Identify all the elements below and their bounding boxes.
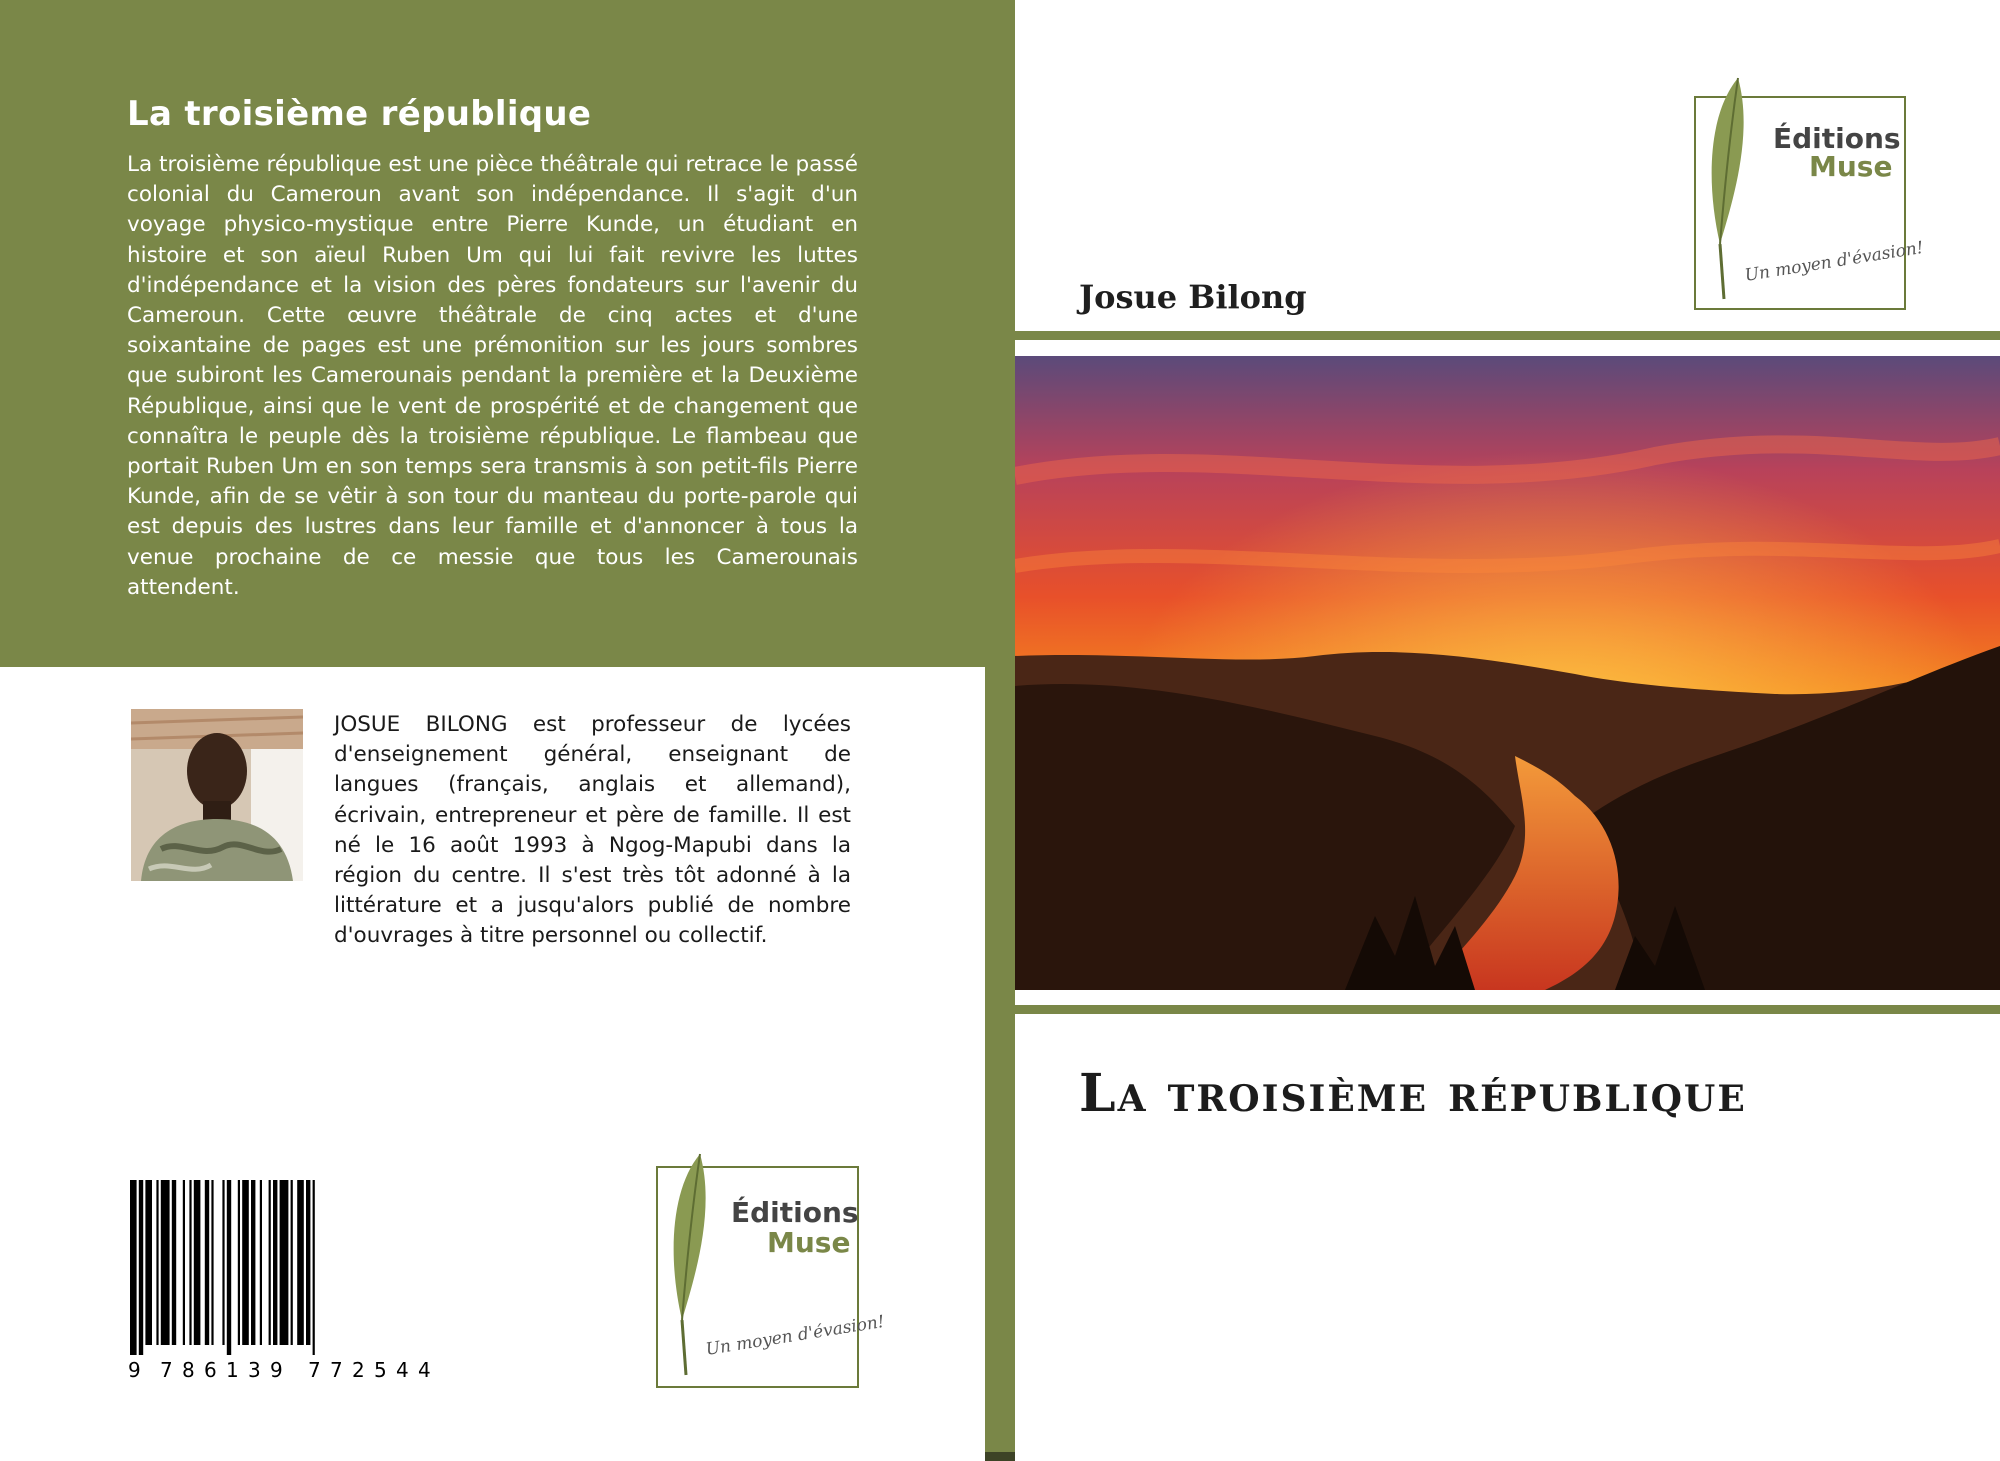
isbn-digit: 9 xyxy=(270,1358,283,1382)
barcode-bar xyxy=(156,1180,158,1345)
barcode-bar xyxy=(260,1180,262,1345)
isbn-digit: 6 xyxy=(204,1358,217,1382)
spine-edge xyxy=(985,1452,1015,1461)
barcode-bar xyxy=(189,1180,191,1345)
barcode-bar xyxy=(242,1180,249,1345)
publisher-tagline: Un moyen d'évasion! xyxy=(704,1311,886,1360)
barcode-bar xyxy=(161,1180,170,1345)
barcode-bar xyxy=(280,1180,289,1345)
publisher-name-line1: Éditions xyxy=(731,1196,859,1229)
divider-rule-bottom xyxy=(1015,1005,2000,1014)
isbn-digit: 5 xyxy=(374,1358,387,1382)
barcode-bar xyxy=(227,1180,231,1355)
isbn-digit: 1 xyxy=(226,1358,239,1382)
barcode-bar xyxy=(145,1180,152,1345)
isbn-digit: 4 xyxy=(396,1358,409,1382)
publisher-logo-back xyxy=(656,1166,886,1388)
author-biography: JOSUE BILONG est professeur de lycées d'enseignement général, enseignant de langues (français, anglais et allemand), écrivain, entrepreneur et père de famille. Il est né le 16 août 1993 à Ngog-Mapubi dans la région du centre. Il s'est très tôt adonné à la littérature et a jusqu'alors publié de nombre d'ouvrages à titre personnel ou collectif. xyxy=(334,712,851,949)
barcode-bar xyxy=(313,1180,315,1355)
barcode-bar xyxy=(238,1180,240,1345)
barcode-bar xyxy=(306,1180,310,1345)
isbn-digit: 2 xyxy=(352,1358,365,1382)
barcode-bar xyxy=(130,1180,137,1355)
book-spine xyxy=(985,667,1015,1461)
publisher-tagline: Un moyen d'évasion! xyxy=(1743,237,1925,286)
isbn-digit: 9 xyxy=(128,1358,141,1382)
barcode-bar xyxy=(222,1180,224,1345)
cover-photo-sunset-river xyxy=(1015,356,2000,990)
barcode-bar xyxy=(273,1180,277,1345)
back-cover-blurb: La troisième république est une pièce théâtrale qui retrace le passé colonial du Cameroun avant son indépendance. Il s'agit d'un voyage physico-mystique entre Pierre Kunde, un étudiant en histoire et son aïeul Ruben Um qui lui fait revivre les luttes d'indépendance et la vision des pères fondateurs sur l'avenir du Cameroun. Cette œuvre théâtrale de cinq actes et d'une soixantaine de pages est une prémonition sur les jours sombres que subiront les Camerounais pendant la première et la Deuxième République, ainsi que le vent de prospérité et de changement que connaîtra le peuple dès la troisième république. Le flambeau que portait Ruben Um en son temps sera transmis à son petit-fils Pierre Kunde, afin de se vêtir à son tour du manteau du porte-parole qui est depuis des lustres dans leur famille et d'annoncer à tous la venue prochaine de ce messie que tous les Camerounais attendent. xyxy=(127,152,858,600)
barcode-bar xyxy=(139,1180,143,1355)
isbn-digit: 7 xyxy=(308,1358,321,1382)
barcode-bar xyxy=(291,1180,293,1345)
isbn-digit: 3 xyxy=(248,1358,261,1382)
barcode-bar xyxy=(251,1180,255,1345)
divider-rule-top xyxy=(1015,331,2000,340)
isbn-digit: 7 xyxy=(330,1358,343,1382)
isbn-digit: 4 xyxy=(418,1358,431,1382)
barcode-bar xyxy=(205,1180,209,1345)
isbn-digit: 8 xyxy=(182,1358,195,1382)
publisher-name-line2: Muse xyxy=(1809,150,1893,183)
front-cover-title: La troisième république xyxy=(1079,1063,1747,1124)
barcode-bar xyxy=(194,1180,201,1345)
barcode-bar xyxy=(269,1180,271,1345)
barcode-bar xyxy=(172,1180,176,1345)
isbn-digit: 7 xyxy=(160,1358,173,1382)
barcode-bar xyxy=(297,1180,304,1345)
front-cover-author: Josue Bilong xyxy=(1079,278,1307,316)
isbn-barcode xyxy=(128,1180,453,1385)
publisher-name-line2: Muse xyxy=(767,1226,851,1259)
author-photo xyxy=(131,709,303,881)
barcode-bar xyxy=(183,1180,185,1345)
publisher-logo-front xyxy=(1694,96,1925,310)
barcode-bar xyxy=(211,1180,213,1345)
back-cover-title: La troisième république xyxy=(127,94,592,134)
publisher-name-line1: Éditions xyxy=(1773,122,1901,155)
back-cover-summary-panel xyxy=(0,0,1015,667)
